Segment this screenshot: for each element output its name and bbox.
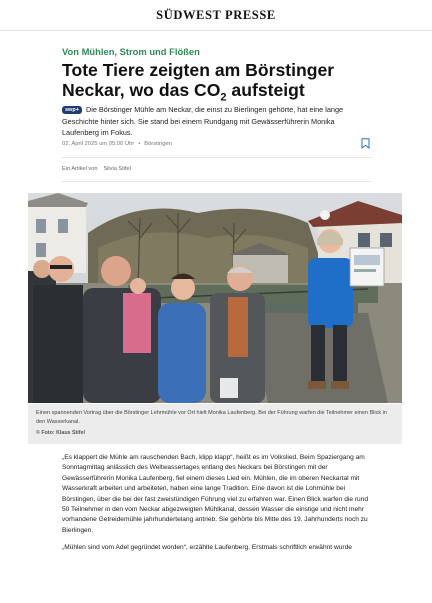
teaser-text: Die Börstinger Mühle am Neckar, die einst zu Bierlingen gehörte, hat eine lange Geschichte hinter sich. Sie stand bei einem Rundgang mit Gewässerführerin Monika Laufenberg im Fokus.	[62, 105, 344, 137]
site-logo[interactable]: SÜDWEST PRESSE	[156, 8, 276, 22]
headline-subscript: 2	[220, 91, 227, 104]
plus-badge: swp+	[62, 106, 82, 114]
divider	[62, 157, 372, 158]
article-headline	[62, 60, 372, 108]
paragraph: „Es klappert die Mühle am rauschenden Bach, klipp klapp“, heißt es im Volkslied. Beim Spaziergang am Sonntagmittag anlässlich des Weltwassertages entlang des Neckars bei Börstingen mit der Gewässerführerin Monika Laufenberg, fiel einem dieses Lied ein. Mühlen, die im oberen Neckartal mit Wasserkraft arbeiten und arbeiteten, haben eine lange Tradition. Eine davon ist die Lohmühle bei Börstingen, über die bei der fast zweistündigen Führung viel zu erfahren war. Einen Blick warfen die rund 50 Teilnehmer in den vom Neckar abgezweigten Mühlkanal, dessen Wasser die einstige und nicht mehr vorhandene Getreidemühle jahrhundertelang antrieb. Sie gehörte bis Mitte des 19. Jahrhunderts noch zu Bierlingen.	[62, 454, 369, 534]
byline-label: Ein Artikel von	[62, 166, 98, 172]
article-teaser	[62, 104, 372, 139]
article-photo[interactable]	[28, 193, 402, 403]
article-body	[62, 453, 372, 561]
divider	[62, 181, 372, 182]
article-location[interactable]: Börstingen	[144, 141, 172, 147]
byline	[62, 166, 131, 172]
headline-text-2: aufsteigt	[226, 80, 305, 100]
photo-caption: Einen spannenden Vortrag über die Börstinger Lehrmühle vor Ort hielt Monika Laufenberg. Bei der Führung warfen die Teilnehmer einen Blick in den Wasserkanal.	[36, 410, 387, 425]
masthead	[0, 0, 432, 31]
publish-date: 02. April 2025 um 05:00 Uhr	[62, 141, 135, 147]
paragraph: „Mühlen sind vom Adel gegründet worden“, erzählte Laufenberg. Erstmals schriftlich erwähnt wurde	[62, 544, 352, 552]
meta-separator: •	[138, 141, 141, 147]
article-meta	[62, 141, 372, 147]
article-kicker: Von Mühlen, Strom und Flößen	[62, 46, 200, 57]
photo-credit: © Foto: Klaus Stifel	[36, 430, 85, 436]
bookmark-icon[interactable]	[361, 138, 370, 149]
headline-text-1: Tote Tiere zeigten am Börstinger Neckar, wo das CO	[62, 60, 335, 100]
author-link[interactable]: Silvia Stifel	[103, 166, 131, 172]
